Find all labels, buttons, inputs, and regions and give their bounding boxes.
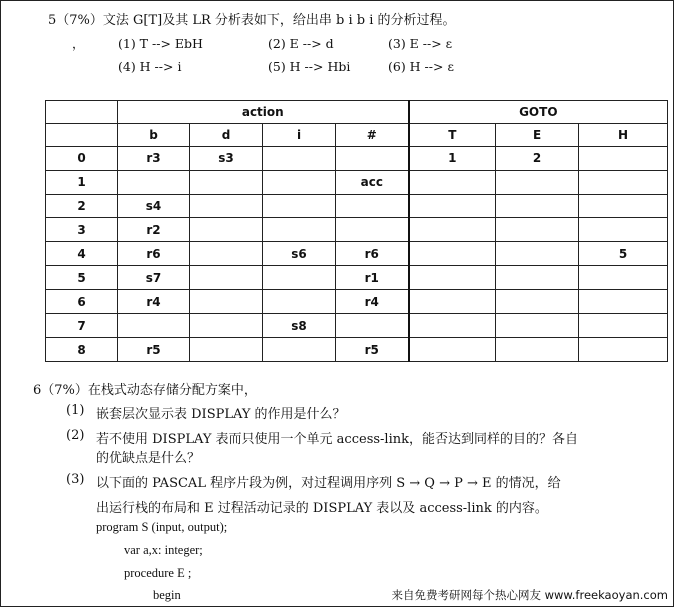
production-5: (5) H --> Hbi xyxy=(268,59,351,74)
table-cell xyxy=(263,290,336,314)
table-cell xyxy=(579,266,668,290)
q6-item-2-text-line1: 若不使用 DISPLAY 表而只使用一个单元 access-link，能否达到同样的目的？各自 xyxy=(96,432,578,447)
table-cell xyxy=(336,194,409,218)
table-cell xyxy=(190,338,263,362)
production-3: (3) E --> ε xyxy=(388,36,453,51)
state-cell: 5 xyxy=(46,266,118,290)
state-cell: 3 xyxy=(46,218,118,242)
state-cell: 2 xyxy=(46,194,118,218)
table-cell xyxy=(263,338,336,362)
table-cell: acc xyxy=(336,170,409,194)
table-cell xyxy=(409,290,496,314)
table-cell xyxy=(336,314,409,338)
table-cell xyxy=(579,218,668,242)
table-cell: r1 xyxy=(336,266,409,290)
state-cell: 0 xyxy=(46,146,118,170)
table-cell xyxy=(579,290,668,314)
table-cell xyxy=(496,170,579,194)
table-cell xyxy=(496,290,579,314)
table-cell xyxy=(190,170,263,194)
table-row xyxy=(46,242,668,266)
table-cell: r2 xyxy=(118,218,190,242)
q6-item-3-num: (3) xyxy=(66,472,85,487)
table-row xyxy=(46,338,668,362)
table-cell xyxy=(409,218,496,242)
col-header-H: H xyxy=(579,123,668,146)
col-header-b: b xyxy=(118,123,190,146)
table-cell xyxy=(496,242,579,266)
table-cell xyxy=(579,338,668,362)
table-cell xyxy=(190,242,263,266)
table-cell: s4 xyxy=(118,194,190,218)
table-cell xyxy=(409,266,496,290)
q6-title: 6（7%）在栈式动态存储分配方案中， xyxy=(33,383,257,398)
state-cell: 6 xyxy=(46,290,118,314)
table-cell: s8 xyxy=(263,314,336,338)
state-col-header xyxy=(46,123,118,146)
table-cell xyxy=(496,338,579,362)
table-cell xyxy=(409,242,496,266)
code-line-1: program S (input, output); xyxy=(96,520,228,534)
table-cell xyxy=(579,194,668,218)
production-4: (4) H --> i xyxy=(118,59,182,74)
state-cell: 1 xyxy=(46,170,118,194)
table-cell xyxy=(409,194,496,218)
table-cell: 2 xyxy=(496,146,579,170)
table-cell: s7 xyxy=(118,266,190,290)
footer-watermark: 来自免费考研网每个热心网友 www.freekaoyan.com xyxy=(391,588,668,602)
table-cell: r3 xyxy=(118,146,190,170)
q6-item-3-text-line2: 出运行栈的布局和 E 过程活动记录的 DISPLAY 表以及 access-link 的内容。 xyxy=(96,501,548,516)
state-cell: 8 xyxy=(46,338,118,362)
table-corner xyxy=(46,101,118,124)
table-cell xyxy=(579,146,668,170)
table-cell xyxy=(118,170,190,194)
production-6: (6) H --> ε xyxy=(388,59,454,74)
table-cell: r6 xyxy=(118,242,190,266)
table-cell: r5 xyxy=(336,338,409,362)
production-2: (2) E --> d xyxy=(268,36,334,51)
table-cell: 1 xyxy=(409,146,496,170)
table-cell xyxy=(118,314,190,338)
table-cell xyxy=(496,218,579,242)
production-1: (1) T --> EbH xyxy=(118,36,203,51)
table-cell xyxy=(263,170,336,194)
table-cell: s3 xyxy=(190,146,263,170)
col-header-E: E xyxy=(496,123,579,146)
lr-table xyxy=(45,100,668,362)
table-cell xyxy=(263,146,336,170)
q5-title: 5（7%）文法 G[T]及其 LR 分析表如下，给出串 b i b i 的分析过程。 xyxy=(48,13,456,28)
table-cell xyxy=(409,314,496,338)
table-row xyxy=(46,146,668,170)
table-cell xyxy=(579,170,668,194)
code-line-3: procedure E ; xyxy=(124,566,192,580)
table-cell: r4 xyxy=(118,290,190,314)
table-cell: r6 xyxy=(336,242,409,266)
col-header-i: i xyxy=(263,123,336,146)
state-cell: 7 xyxy=(46,314,118,338)
table-cell xyxy=(409,170,496,194)
table-cell xyxy=(190,266,263,290)
table-cell xyxy=(496,266,579,290)
table-cell xyxy=(496,194,579,218)
table-cell xyxy=(263,218,336,242)
q6-item-1-text: 嵌套层次显示表 DISPLAY 的作用是什么？ xyxy=(96,407,346,422)
table-cell xyxy=(190,218,263,242)
table-cell xyxy=(336,146,409,170)
table-row xyxy=(46,194,668,218)
table-cell xyxy=(409,338,496,362)
q6-item-2-num: (2) xyxy=(66,428,85,443)
table-cell xyxy=(190,290,263,314)
table-cell xyxy=(263,194,336,218)
q5-bullet: ， xyxy=(72,36,85,51)
state-cell: 4 xyxy=(46,242,118,266)
action-header: action xyxy=(118,101,409,124)
col-header-d: d xyxy=(190,123,263,146)
table-row xyxy=(46,314,668,338)
table-cell xyxy=(190,194,263,218)
col-header-hash: # xyxy=(336,123,409,146)
goto-header: GOTO xyxy=(409,101,668,124)
code-line-4: begin xyxy=(153,588,181,602)
table-cell xyxy=(496,314,579,338)
table-cell xyxy=(263,266,336,290)
col-header-T: T xyxy=(409,123,496,146)
table-cell: 5 xyxy=(579,242,668,266)
code-line-2: var a,x: integer; xyxy=(124,543,203,557)
table-cell: r5 xyxy=(118,338,190,362)
table-row xyxy=(46,290,668,314)
table-row xyxy=(46,218,668,242)
table-cell xyxy=(190,314,263,338)
table-cell xyxy=(579,314,668,338)
table-cell: s6 xyxy=(263,242,336,266)
table-cell: r4 xyxy=(336,290,409,314)
q6-item-2-text-line2: 的优缺点是什么？ xyxy=(96,451,201,466)
table-cell xyxy=(336,218,409,242)
table-row xyxy=(46,170,668,194)
q6-item-3-text-line1: 以下面的 PASCAL 程序片段为例，对过程调用序列 S → Q → P → E 的情况，给 xyxy=(96,476,561,491)
table-row xyxy=(46,266,668,290)
q6-item-1-num: (1) xyxy=(66,403,85,418)
